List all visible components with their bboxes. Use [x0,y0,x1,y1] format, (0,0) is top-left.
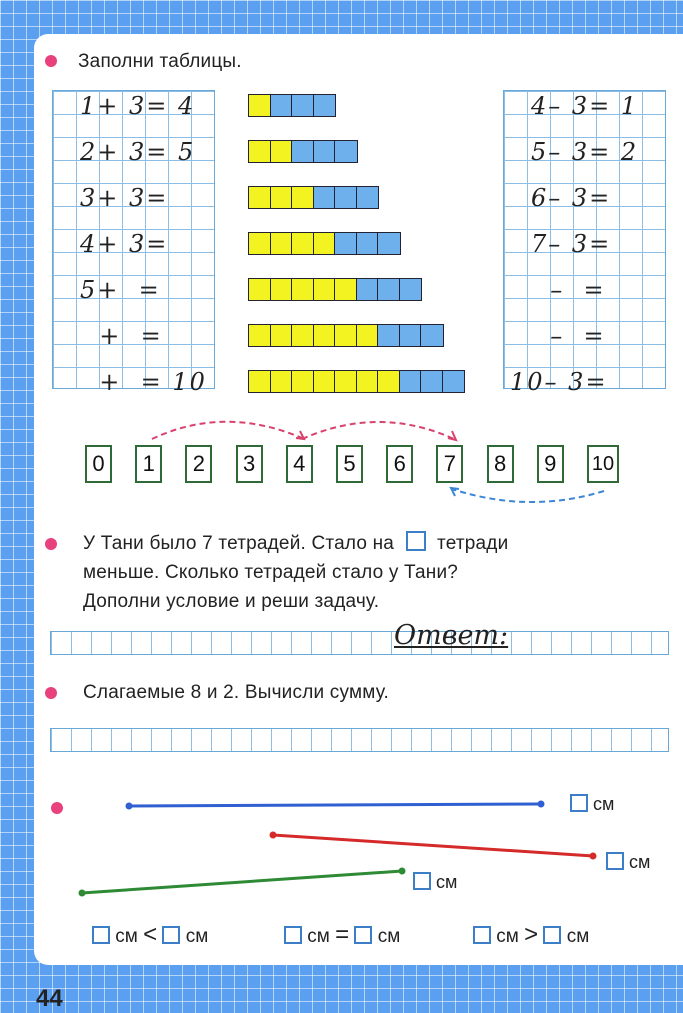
yellow-cell [249,187,271,208]
task-bullet [45,538,57,550]
blue-cell [357,187,379,208]
less-sign: < [143,921,158,948]
red-segment-start [270,832,277,839]
yellow-cell [335,371,357,392]
green-segment [82,871,402,893]
arrow-pink-2-head [448,431,456,440]
yellow-cell [378,371,400,392]
arrow-blue [452,489,604,502]
yellow-cell [314,279,336,300]
blank-box[interactable] [543,926,561,944]
task2-line1 [83,529,508,558]
comparison-1 [92,921,208,949]
blue-cell [378,325,400,346]
yellow-cell [249,141,271,162]
yellow-cell [314,233,336,254]
left-table-row: + = 10 [80,368,207,396]
blue-cell [292,141,314,162]
blank-box[interactable] [406,531,426,551]
yellow-cell [292,279,314,300]
page-number: 44 [36,985,63,1012]
greater-sign: > [524,921,539,948]
blue-segment-start [126,803,133,810]
yellow-cell [271,141,293,162]
blue-cell [400,325,422,346]
yellow-cell [271,371,293,392]
red-segment-end [590,853,597,860]
unit-label: см [496,926,519,947]
left-table-row: 1+ 3= 4 [80,92,196,120]
left-table-row: 5+ = [80,276,161,304]
number-box-5[interactable]: 5 [336,445,363,483]
yellow-cell [314,371,336,392]
blue-cell [357,279,379,300]
unit-label: см [593,794,615,814]
green-length [413,872,457,893]
number-box-8[interactable]: 8 [487,445,514,483]
blue-cell [357,233,379,254]
counting-bar [248,186,379,209]
blue-cell [400,279,422,300]
right-table-row: 10– 3= [510,368,608,396]
left-table-row: 2+ 3= 5 [80,138,196,166]
blue-cell [314,187,336,208]
counting-bar [248,94,336,117]
red-length [606,852,650,873]
unit-label: см [436,872,458,892]
blank-box[interactable] [473,926,491,944]
blue-cell [400,371,422,392]
yellow-cell [249,95,271,116]
right-table-row: – = [531,276,606,304]
number-box-7[interactable]: 7 [436,445,463,483]
counting-bar [248,232,401,255]
right-table-row: 7– 3= [531,230,612,258]
blank-box[interactable] [570,794,588,812]
unit-label: см [377,926,401,947]
yellow-cell [249,233,271,254]
right-table-row: 5– 3= 2 [531,138,639,166]
number-box-1[interactable]: 1 [135,445,162,483]
blue-cell [335,141,357,162]
blank-box[interactable] [162,926,180,944]
blue-segment [129,804,541,806]
unit-label: см [185,926,209,947]
arrow-blue-head [451,488,459,496]
yellow-cell [292,371,314,392]
counting-bar [248,278,422,301]
yellow-cell [271,325,293,346]
yellow-cell [357,371,379,392]
yellow-cell [292,233,314,254]
unit-label: см [115,926,138,947]
number-box-2[interactable]: 2 [185,445,212,483]
yellow-cell [249,371,271,392]
answer-strip-1[interactable] [50,631,669,655]
blue-cell [378,233,400,254]
yellow-cell [271,187,293,208]
unit-label: см [566,926,590,947]
green-segment-start [79,890,86,897]
unit-label: см [307,926,330,947]
yellow-cell [292,325,314,346]
counting-bar [248,370,465,393]
yellow-cell [335,325,357,346]
yellow-cell [335,279,357,300]
task-bullet [45,55,57,67]
blue-segment-end [538,801,545,808]
blue-cell [421,325,443,346]
blue-cell [443,371,465,392]
answer-label: Ответ: [394,620,509,651]
number-box-3[interactable]: 3 [236,445,263,483]
task1-title: Заполни таблицы. [78,51,242,72]
equal-sign: = [335,921,350,948]
blue-length [570,794,614,815]
comparison-3 [473,921,589,949]
blue-cell [421,371,443,392]
blank-box[interactable] [606,852,624,870]
right-table-row: 4– 3= 1 [531,92,639,120]
number-box-9[interactable]: 9 [537,445,564,483]
number-box-6[interactable]: 6 [386,445,413,483]
yellow-cell [357,325,379,346]
arrow-pink-2 [302,422,454,439]
blank-box[interactable] [284,926,302,944]
left-table-row: 3+ 3= [80,184,169,212]
green-segment-end [399,868,406,875]
red-segment [273,835,593,856]
workbook-page [34,34,683,965]
yellow-cell [249,279,271,300]
arrow-pink-1 [152,422,302,439]
yellow-cell [314,325,336,346]
blank-box[interactable] [413,872,431,890]
blank-box[interactable] [354,926,372,944]
yellow-cell [249,325,271,346]
blue-cell [335,187,357,208]
task2-line1-end: тетради [437,533,509,554]
blue-cell [335,233,357,254]
task-bullet [45,687,57,699]
task3-text: Слагаемые 8 и 2. Вычисли сумму. [83,682,389,703]
counting-bar [248,140,358,163]
number-box-4[interactable]: 4 [286,445,313,483]
task2-line2: меньше. Сколько тетрадей стало у Тани? [83,562,459,583]
task2-line3: Дополни условие и реши задачу. [83,591,380,612]
yellow-cell [271,279,293,300]
right-table-row: – = [531,322,606,350]
counting-bar [248,324,444,347]
blue-cell [271,95,293,116]
left-table-row: + = [80,322,163,350]
number-box-0[interactable]: 0 [85,445,112,483]
task2-line1-text: У Тани было 7 тетрадей. Стало на [83,533,395,554]
right-table-row: 6– 3= [531,184,612,212]
yellow-cell [271,233,293,254]
blue-cell [314,95,336,116]
number-box-10[interactable]: 10 [587,445,619,483]
left-table-row: 4+ 3= [80,230,169,258]
blue-cell [292,95,314,116]
comparison-2 [284,921,400,949]
yellow-cell [292,187,314,208]
blank-box[interactable] [92,926,110,944]
answer-strip-2[interactable] [50,728,669,752]
blue-cell [378,279,400,300]
blue-cell [314,141,336,162]
unit-label: см [629,852,651,872]
